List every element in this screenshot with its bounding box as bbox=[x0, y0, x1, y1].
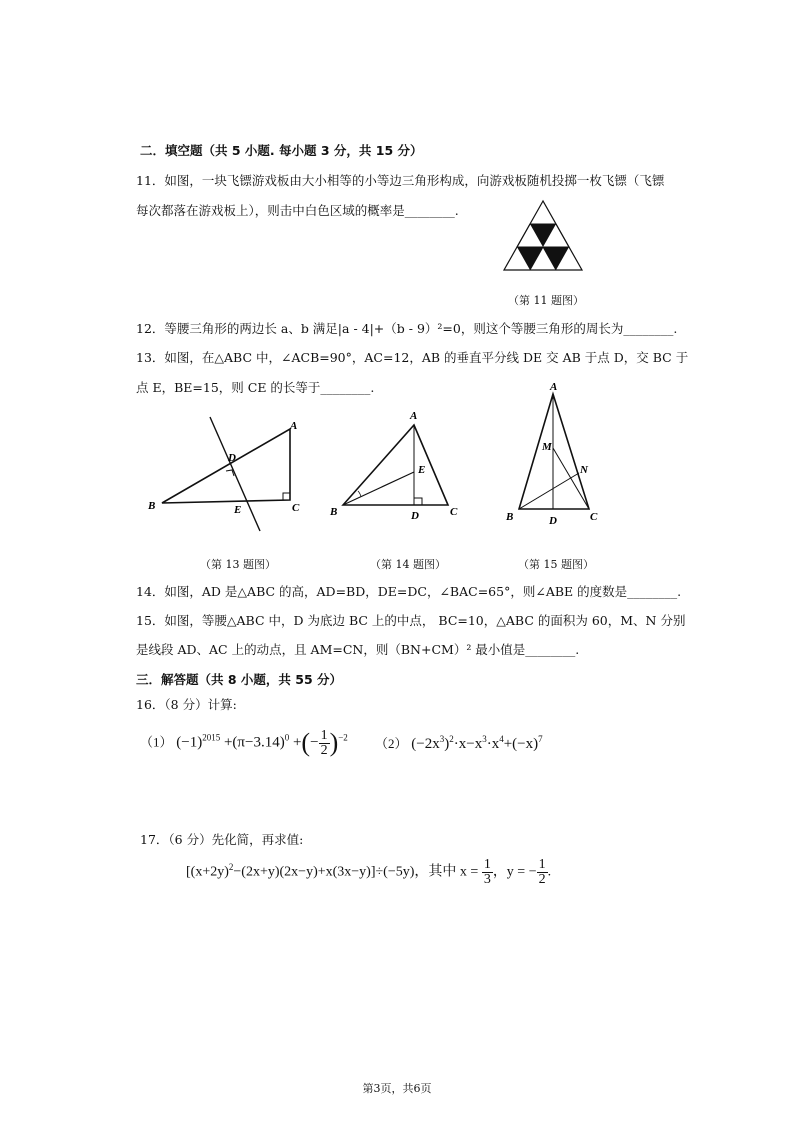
q15-line1: 15．如图，等腰△ABC 中，D 为底边 BC 上的中点， BC=10，△ABC 的面积为 60，M、N 分别 bbox=[136, 613, 686, 628]
fig15-label-D: D bbox=[549, 515, 557, 527]
q16-part2: （2） $(-2x^3)^2\cdot x-x^3\cdot x^4+(-x)^7$ bbox=[375, 734, 543, 752]
fig14-label-B: B bbox=[330, 506, 338, 518]
fig14-caption: （第 14 题图） bbox=[370, 558, 446, 571]
fig15-diagram bbox=[500, 378, 615, 528]
q13-line1: 13．如图，在△ABC 中，∠ACB=90°，AC=12，AB 的垂直平分线 DE 交 AB 于点 D，交 BC 于 bbox=[136, 350, 689, 365]
q16-part1-term-b: +(π−3.14) bbox=[223, 734, 285, 751]
q11-triangle-figure bbox=[500, 198, 586, 276]
fig15-label-B: B bbox=[506, 511, 514, 523]
fig14-label-E: E bbox=[418, 464, 426, 476]
fig13-diagram bbox=[140, 415, 315, 535]
page-footer: 第3页，共6页 bbox=[362, 1082, 432, 1095]
q16-part1-exp-a: 2015 bbox=[202, 732, 221, 743]
q13-line2: 点 E，BE=15，则 CE 的长等于________. bbox=[136, 380, 375, 395]
q16-part1-term-a: (−1) bbox=[176, 734, 203, 751]
fig13-label-A: A bbox=[290, 420, 298, 432]
q17-label: 17．（6 分）先化简，再求值: bbox=[140, 832, 304, 847]
q12-text: 12．等腰三角形的两边长 a、b 满足|a - 4|+（b - 9）²=0，则这个等腰三角形的周长为________. bbox=[136, 321, 678, 336]
q16-part1-plus: + bbox=[292, 734, 302, 751]
fig15-label-M: M bbox=[542, 441, 552, 453]
fig15-label-C: C bbox=[590, 511, 598, 523]
fig14-label-A: A bbox=[410, 410, 418, 422]
q16-part1: （1） $(-1)^{2015} +(\pi-3.14)^0$ +(− $\frac{1}{2}$ )$^{-2}$ bbox=[140, 727, 348, 758]
q16-part2-label: （2） bbox=[375, 736, 408, 751]
q16-part1-exp-b: 0 bbox=[284, 732, 290, 743]
q14-text: 14．如图，AD 是△ABC 的高，AD=BD，DE=DC，∠BAC=65°，则∠ABE 的度数是________. bbox=[136, 584, 682, 599]
fig15-caption: （第 15 题图） bbox=[518, 558, 594, 571]
fig14-label-D: D bbox=[411, 510, 419, 522]
q11-line1: 11．如图，一块飞镖游戏板由大小相等的小等边三角形构成，向游戏板随机投掷一枚飞镖（飞镖 bbox=[136, 173, 665, 188]
q16-label: 16．（8 分）计算: bbox=[136, 697, 237, 712]
section2-heading: 二．填空题（共 5 小题. 每小题 3 分，共 15 分） bbox=[140, 143, 423, 158]
q13-caption: （第 13 题图） bbox=[200, 558, 276, 571]
fig15-label-N: N bbox=[580, 464, 588, 476]
fig13-label-C: C bbox=[292, 502, 300, 514]
q11-caption: （第 11 题图） bbox=[508, 294, 584, 307]
fig15-label-A: A bbox=[550, 381, 558, 393]
q16-part1-label: （1） bbox=[140, 734, 173, 750]
q16-part1-exp-c: −2 bbox=[338, 732, 348, 743]
q17-expression: $[(x+2y)^2-(2x+y)(2x-y)+x(3x-y)]\div(-5y)$，其中 x = $\frac{1}{3}$ ，y = − $\frac{1}{2}$ . bbox=[186, 857, 552, 887]
q17-x-fraction: $\frac{1}{3}$ bbox=[483, 857, 491, 887]
section3-heading: 三．解答题（共 8 小题，共 55 分） bbox=[136, 672, 343, 687]
fig14-diagram bbox=[325, 405, 465, 525]
q11-line2: 每次都落在游戏板上），则击中白色区域的概率是________. bbox=[136, 203, 459, 218]
q16-part1-fraction: $\frac{1}{2}$ bbox=[320, 727, 328, 758]
fig13-label-B: B bbox=[148, 500, 156, 512]
fig13-label-E: E bbox=[234, 504, 242, 516]
q15-line2: 是线段 AD、AC 上的动点，且 AM=CN，则（BN+CM）² 最小值是________. bbox=[136, 642, 580, 657]
fig13-label-D: D bbox=[228, 452, 236, 464]
fig14-label-C: C bbox=[450, 506, 458, 518]
q17-y-fraction: $\frac{1}{2}$ bbox=[538, 857, 546, 887]
